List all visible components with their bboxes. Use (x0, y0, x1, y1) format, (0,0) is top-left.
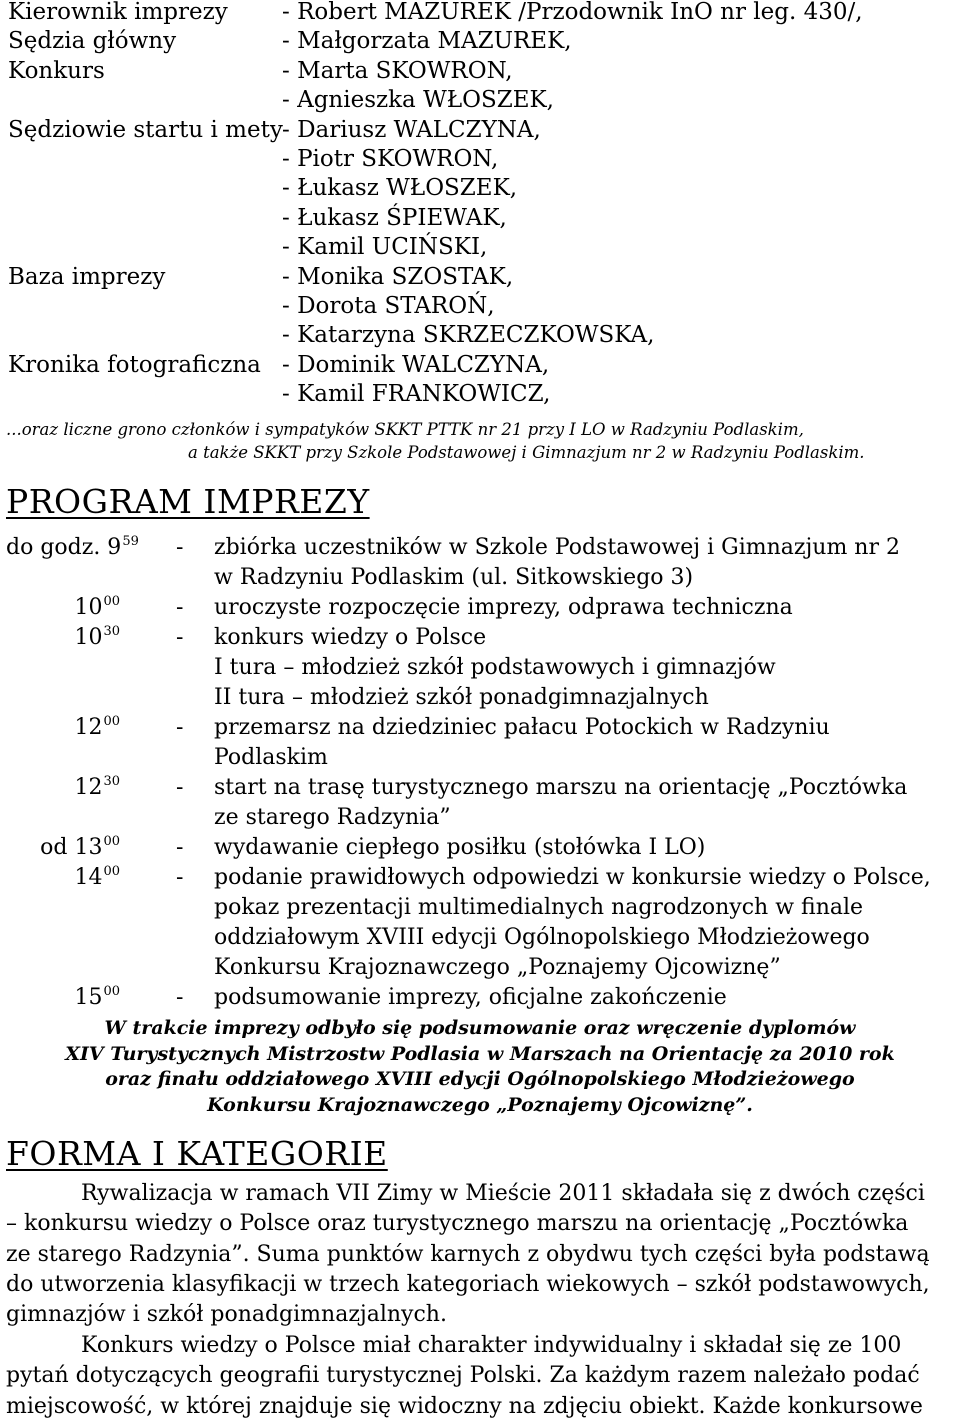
summary-line: W trakcie imprezy odbyło się podsumowanie oraz wręczenie dyplomów (104, 1017, 856, 1039)
program-time-minutes: 00 (103, 834, 120, 849)
program-time-minutes: 30 (103, 624, 120, 639)
staff-name: - Dorota STAROŃ, (282, 292, 495, 319)
program-time-hour: 12 (74, 715, 103, 740)
summary-line: Konkursu Krajoznawczego „Poznajemy Ojcowiznę”. (207, 1093, 753, 1116)
program-description-line: zbiórka uczestników w Szkole Podstawowej i Gimnazjum nr 2 (214, 535, 900, 560)
program-time-minutes: 59 (122, 534, 139, 549)
staff-name: - Katarzyna SKRZECZKOWSKA, (282, 322, 655, 349)
staff-name: - Dominik WALCZYNA, (282, 351, 550, 378)
members-note-line: a także SKKT przy Szkole Podstawowej i Gimnazjum nr 2 w Radzyniu Podlaskim. (188, 443, 865, 462)
program-time (74, 713, 120, 746)
staff-role: Sędzia główny (8, 28, 177, 55)
program-row (0, 983, 960, 1013)
staff-name: - Dariusz WALCZYNA, (282, 116, 541, 143)
program-time-hour: 10 (74, 595, 103, 620)
program-description-line: przemarsz na dziedziniec pałacu Potockich w Radzyniu (214, 715, 830, 740)
program-dash: - (176, 625, 184, 650)
members-note-line: ...oraz liczne grono członków i sympatyków SKKT PTTK nr 21 przy I LO w Radzyniu Podlaskim, (6, 420, 804, 439)
program-time-minutes: 00 (103, 594, 120, 609)
program-description-line: uroczyste rozpoczęcie imprezy, odprawa techniczna (214, 595, 793, 620)
program-time (74, 983, 120, 1016)
program-row (0, 713, 960, 773)
paragraph-line: ze starego Radzynia”. Suma punktów karnych z obydwu tych części była podstawą (6, 1241, 930, 1267)
program-description (214, 623, 958, 713)
paragraph-line: – konkursu wiedzy o Polsce oraz turystycznego marszu na orientację „Pocztówka (6, 1211, 909, 1237)
program-time-hour: 12 (74, 775, 103, 800)
program-time (74, 773, 120, 806)
program-description (214, 833, 958, 863)
staff-name: - Piotr SKOWRON, (282, 145, 499, 172)
program-description-line: wydawanie ciepłego posiłku (stołówka I LO) (214, 835, 706, 860)
program-time-minutes: 00 (103, 714, 120, 729)
program-description-line: podsumowanie imprezy, oficjalne zakończenie (214, 985, 727, 1010)
program-row (0, 623, 960, 713)
staff-name: - Kamil FRANKOWICZ, (282, 381, 551, 408)
program-description (214, 863, 958, 983)
program-description-line: oddziałowym XVIII edycji Ogólnopolskiego Młodzieżowego (214, 925, 870, 950)
paragraph-quiz (6, 1331, 958, 1422)
program-row (0, 863, 960, 983)
program-dash: - (176, 595, 184, 620)
program-time-hour: 10 (74, 625, 103, 650)
program-row (0, 593, 960, 623)
paragraph-line: pytań dotyczących geografii turystycznej Polski. Za każdym razem należało podać (6, 1363, 920, 1389)
staff-name: - Kamil UCIŃSKI, (282, 234, 488, 261)
program-time (74, 623, 120, 656)
program-time (74, 863, 120, 896)
staff-name: - Agnieszka WŁOSZEK, (282, 87, 554, 114)
program-description-line: start na trasę turystycznego marszu na orientację „Pocztówka (214, 775, 908, 800)
program-dash: - (176, 835, 184, 860)
summary-line: oraz finału oddziałowego XVIII edycji Ogólnopolskiego Młodzieżowego (105, 1068, 855, 1090)
staff-name: - Łukasz ŚPIEWAK, (282, 204, 507, 231)
program-description-line: Konkursu Krajoznawczego „Poznajemy Ojcowiznę” (214, 955, 781, 980)
paragraph-rules (6, 1179, 958, 1330)
program-description (214, 773, 958, 833)
staff-role: Sędziowie startu i mety (8, 116, 283, 143)
program-description-line: podanie prawidłowych odpowiedzi w konkursie wiedzy o Polsce, (214, 865, 931, 890)
program-description (214, 533, 958, 593)
program-description-line: konkurs wiedzy o Polsce (214, 625, 487, 650)
program-dash: - (176, 775, 184, 800)
summary-line: XIV Turystycznych Mistrzostw Podlasia w Marszach na Orientację za 2010 rok (65, 1042, 895, 1065)
program-time-hour: do godz. 9 (6, 535, 122, 560)
program-description-line: I tura – młodzież szkół podstawowych i gimnazjów (214, 655, 776, 680)
staff-name: - Monika SZOSTAK, (282, 263, 514, 290)
paragraph-line: do utworzenia klasyfikacji w trzech kategoriach wiekowych – szkół podstawowych, (6, 1271, 930, 1297)
staff-name: - Małgorzata MAZUREK, (282, 28, 572, 55)
paragraph-line: Rywalizacja w ramach VII Zimy w Mieście 2011 składała się z dwóch części (81, 1181, 925, 1206)
staff-name: - Łukasz WŁOSZEK, (282, 175, 518, 202)
paragraph-line: gimnazjów i szkół ponadgimnazjalnych. (6, 1302, 447, 1328)
program-description-line: pokaz prezentacji multimedialnych nagrodzonych w finale (214, 895, 864, 920)
program-description-line: w Radzyniu Podlaskim (ul. Sitkowskiego 3) (214, 565, 694, 590)
paragraph-line: Konkurs wiedzy o Polsce miał charakter indywidualny i składał się ze 100 (81, 1333, 902, 1358)
program-description (214, 593, 958, 623)
program-description-line: II tura – młodzież szkół ponadgimnazjalnych (214, 685, 709, 710)
staff-role: Konkurs (8, 57, 105, 84)
program-description (214, 713, 958, 773)
program-schedule (0, 533, 960, 1013)
program-description-line: ze starego Radzynia” (214, 805, 451, 830)
staff-name: - Robert MAZUREK /Przodownik InO nr leg. 430/, (282, 0, 863, 25)
program-time-hour: 14 (74, 865, 103, 890)
summary-statement (0, 1016, 960, 1118)
program-dash: - (176, 985, 184, 1010)
paragraph-line: miejscowość, w której znajduje się widoczny na zdjęciu obiekt. Każde konkursowe (6, 1393, 923, 1419)
staff-role: Baza imprezy (8, 263, 166, 290)
staff-name: - Marta SKOWRON, (282, 57, 513, 84)
program-row (0, 773, 960, 833)
program-time-hour: od 13 (40, 835, 103, 860)
program-heading: PROGRAM IMPREZY (6, 482, 370, 521)
program-time-minutes: 30 (103, 774, 120, 789)
program-time-hour: 15 (74, 985, 103, 1010)
program-row (0, 533, 960, 593)
program-dash: - (176, 715, 184, 740)
program-description (214, 983, 958, 1013)
program-row (0, 833, 960, 863)
staff-role: Kronika fotograficzna (8, 351, 261, 378)
program-dash: - (176, 865, 184, 890)
program-time-minutes: 00 (103, 984, 120, 999)
program-time (40, 833, 120, 866)
program-time (6, 533, 139, 566)
program-description-line: Podlaskim (214, 745, 328, 770)
forma-heading: FORMA I KATEGORIE (6, 1134, 388, 1173)
staff-role: Kierownik imprezy (8, 0, 228, 25)
program-time-minutes: 00 (103, 864, 120, 879)
program-dash: - (176, 535, 184, 560)
program-time (74, 593, 120, 626)
